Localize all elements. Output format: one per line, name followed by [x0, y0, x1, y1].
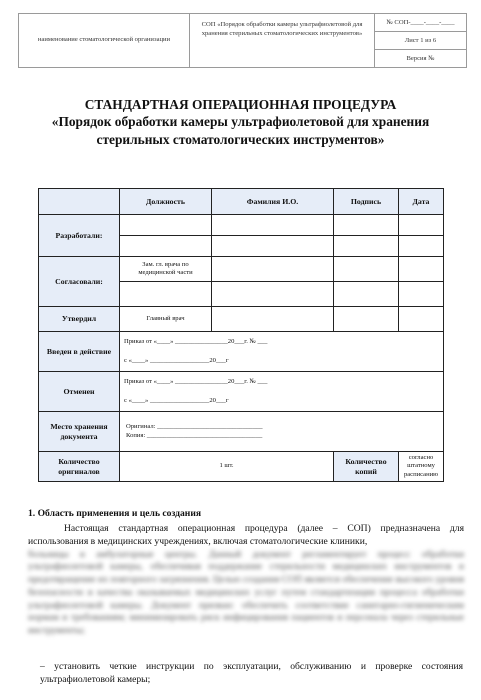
table-cell: [334, 236, 399, 257]
table-cell: [120, 236, 212, 257]
row-label-agreed: Согласовали:: [39, 257, 120, 307]
section-heading: 1. Область применения и цель создания: [28, 508, 202, 519]
corner-cell: [39, 189, 120, 215]
version-field: Версия №: [406, 55, 435, 62]
table-cell: [120, 282, 212, 307]
enacted-order-line: Приказ от «____» ________________20___г. № ___: [120, 332, 444, 352]
table-cell: [212, 282, 334, 307]
section-intro: Настоящая стандартная операционная процедура (далее – СОП) предназначена для использования в медицинских учреждениях, включая стоматологические клиники,: [28, 523, 464, 547]
row-label-storage: Место хранения документа: [39, 412, 120, 452]
row-label-originals-count: Количество оригиналов: [39, 452, 120, 482]
col-header-date: Дата: [399, 189, 444, 215]
enacted-from-line: с «____» __________________20___г: [120, 352, 444, 372]
table-cell: [212, 307, 334, 332]
copies-count: согласно штатному расписанию: [399, 452, 444, 482]
sheet-counter: Лист 1 из 6: [375, 32, 466, 50]
table-cell: [399, 257, 444, 282]
table-cell: [334, 307, 399, 332]
table-cell: [399, 236, 444, 257]
row-label-cancelled: Отменен: [39, 372, 120, 412]
table-row: [39, 215, 444, 236]
original-line: Оригинал: ________________________________: [126, 423, 263, 431]
document-header: [18, 13, 467, 68]
table-row: [39, 332, 444, 352]
cancelled-order-line: Приказ от «____» ________________20___г. № ___: [120, 372, 444, 392]
table-cell: [399, 215, 444, 236]
col-header-name: Фамилия И.О.: [212, 189, 334, 215]
approved-position: Главный врач: [120, 307, 212, 332]
table-row: [39, 412, 444, 452]
table-row: [39, 452, 444, 482]
table-cell: [120, 215, 212, 236]
section-scope: [28, 508, 464, 638]
table-cell: [212, 236, 334, 257]
table-cell: [334, 215, 399, 236]
sop-number: № СОП-____-____-____: [375, 14, 466, 32]
sop-header-title: СОП «Порядок обработки камеры ультрафиолетовой для хранения стерильных стоматологических инструментов»: [190, 14, 375, 67]
table-header-row: [39, 189, 444, 215]
table-row: [39, 257, 444, 282]
copy-line: Копия: ___________________________________: [126, 431, 263, 439]
row-label-copies-count: Количество копий: [334, 452, 399, 482]
table-cell: [212, 257, 334, 282]
col-header-signature: Подпись: [334, 189, 399, 215]
table-row: [39, 372, 444, 392]
table-row: [39, 307, 444, 332]
approval-table: [38, 188, 444, 482]
table-cell: [334, 282, 399, 307]
col-header-position: Должность: [120, 189, 212, 215]
title-line-1: СТАНДАРТНАЯ ОПЕРАЦИОННАЯ ПРОЦЕДУРА: [84, 97, 397, 112]
cancelled-from-line: с «____» __________________20___г: [120, 392, 444, 412]
title-line-2: «Порядок обработки камеры ультрафиолетовой для хранения стерильных стоматологических инструментов»: [51, 114, 430, 147]
row-label-enacted: Введен в действие: [39, 332, 120, 372]
table-cell: [399, 307, 444, 332]
storage-cell: [120, 412, 444, 452]
organization-name: наименование стоматологической организации: [19, 14, 190, 67]
document-title: [20, 96, 461, 148]
table-cell: [212, 215, 334, 236]
blurred-text: больницы и амбулаторные центры. Данный документ регламентирует процесс обработки ультрафиолетовой камеры, обеспечивая поддержание стерильности медицинских инструментов и предотвращение их повторного загрязнения. Целью создания СОП является обеспечение высокого уровня безопасности и качества оказываемых медицинских услуг путем стандартизации процесса обработки ультрафиолетовой камеры. Документ призван: обеспечить соответствие санитарно-гигиеническим нормам и требованиям; минимизировать риск инфицирования пациентов и персонала через стерильные инструменты;: [28, 548, 464, 636]
list-item: – установить четкие инструкции по эксплуатации, обслуживанию и проверке состояния ультрафиолетовой камеры;: [40, 661, 463, 685]
document-meta: [375, 14, 466, 67]
originals-count: 1 шт.: [120, 452, 334, 482]
row-label-developed: Разработали:: [39, 215, 120, 257]
table-cell: [399, 282, 444, 307]
agreed-position: Зам. гл. врача по медицинской части: [120, 257, 212, 282]
table-cell: [334, 257, 399, 282]
row-label-approved: Утвердил: [39, 307, 120, 332]
